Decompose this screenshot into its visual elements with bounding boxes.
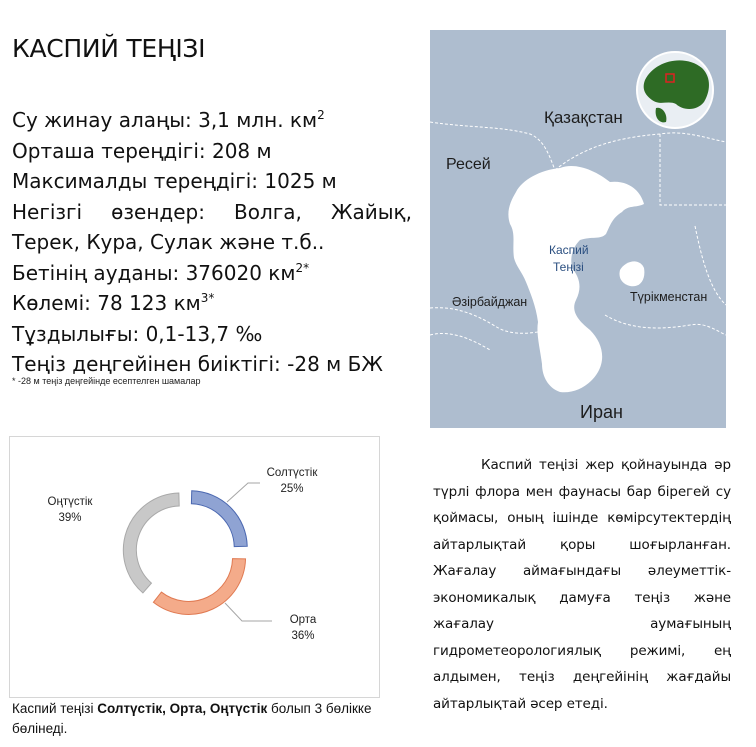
label-sea-line-2: Теңізі bbox=[553, 260, 584, 274]
fact-rivers: Негізгі өзендер: Волга, Жайық, Терек, Кура, Сулак және т.б.. bbox=[12, 199, 412, 254]
label-russia: Ресей bbox=[446, 156, 491, 173]
doughnut-chart bbox=[9, 436, 380, 698]
fact-average-depth: Орташа тереңдігі: 208 м bbox=[12, 138, 272, 163]
kara-bogaz-gol-shape bbox=[619, 261, 644, 286]
label-iran: Иран bbox=[580, 402, 623, 422]
fact-max-depth: Максималды тереңдігі: 1025 м bbox=[12, 169, 337, 193]
description-paragraph: Каспий теңізі жер қойнауында әр түрлі флора мен фаунасы бар бірегей су қоймасы, оның ішінде көмірсутектердің айтарлықтай қоры шоғырланған. Жағалау аймағындағы әлеуметтік-экономикалық дамуға теңіз және жағалау аумағының гидрометеорологиялық режимі, ең алдымен, теңіз деңгейінің жағдайы айтарлықтай әсер етеді. bbox=[433, 457, 731, 712]
label-azerbaijan: Әзірбайджан bbox=[452, 295, 528, 309]
fact-elevation: Теңіз деңгейінен биіктігі: -28 м БЖ bbox=[12, 352, 383, 376]
label-north-value: 25% bbox=[280, 483, 304, 495]
map-graphic bbox=[430, 30, 726, 428]
globe-inset bbox=[637, 52, 713, 128]
label-middle-name: Орта bbox=[289, 614, 317, 626]
label-turkmenistan: Түрікменстан bbox=[630, 290, 708, 304]
facts-list bbox=[12, 105, 412, 380]
fact-salinity: Тұздылығы: 0,1-13,7 ‰ bbox=[12, 321, 263, 346]
label-middle-value: 36% bbox=[291, 630, 315, 642]
label-north bbox=[257, 465, 327, 497]
fact-surface: Бетінің ауданы: 376020 $км^{2*}$ bbox=[12, 260, 310, 285]
page-title: КАСПИЙ ТЕҢІЗІ bbox=[12, 34, 206, 63]
label-kazakhstan: Қазақстан bbox=[544, 108, 623, 127]
footnote: * -28 м теңіз деңгейінде есептелген шамалар bbox=[12, 376, 201, 386]
chart-segments bbox=[123, 491, 247, 615]
label-sea-line-1: Каспий bbox=[549, 243, 589, 257]
fact-catchment: Су жинау алаңы: 3,1 млн. $км^2$ bbox=[12, 108, 325, 132]
doughnut-segment-2 bbox=[123, 493, 179, 593]
chart-caption: Каспий теңізі Солтүстік, Орта, Оңтүстік болып 3 бөлікке бөлінеді. bbox=[12, 701, 372, 736]
label-south-value: 39% bbox=[58, 512, 82, 524]
label-north-name: Солтүстік bbox=[266, 467, 318, 479]
doughnut-segment-1 bbox=[153, 559, 245, 615]
leader-lines bbox=[225, 483, 272, 621]
label-middle bbox=[273, 612, 333, 644]
doughnut-segment-0 bbox=[191, 491, 247, 547]
fact-volume: Көлемі: 78 123 $км^{3*}$ bbox=[12, 291, 215, 315]
label-south-name: Оңтүстік bbox=[47, 496, 93, 508]
caspian-map bbox=[430, 30, 726, 428]
label-south bbox=[35, 494, 105, 526]
